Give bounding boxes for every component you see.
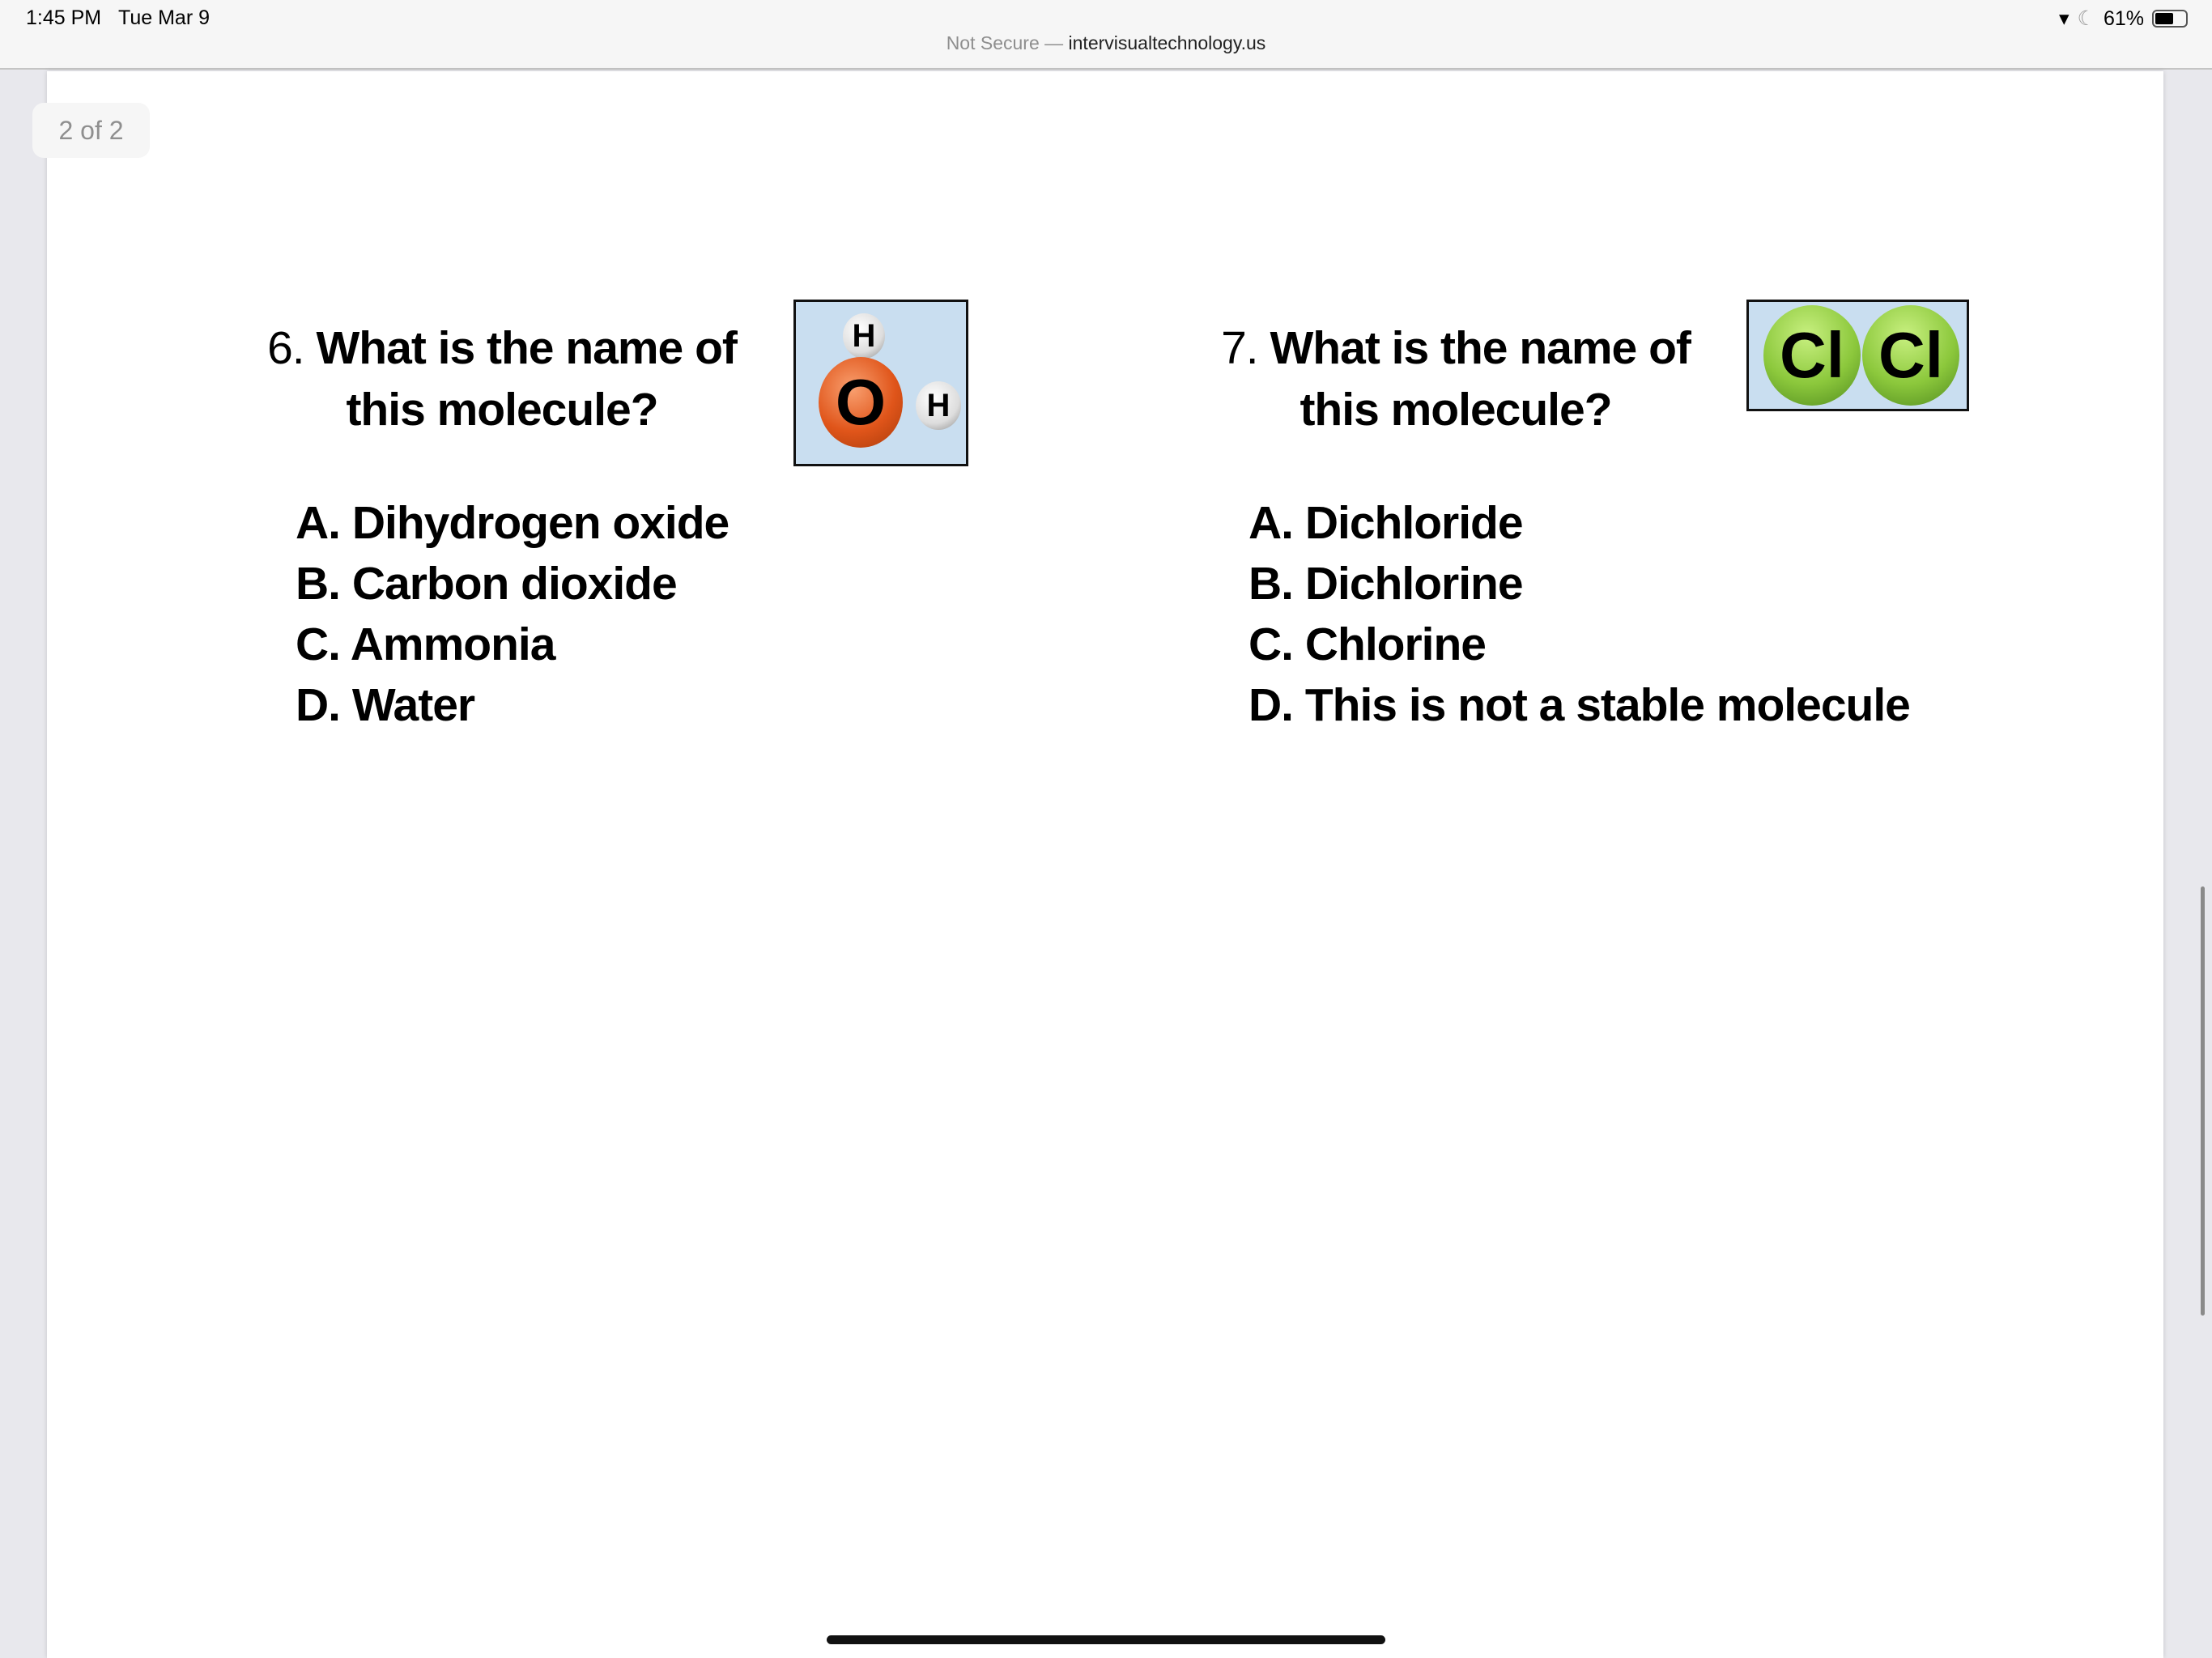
home-indicator[interactable] — [827, 1635, 1385, 1644]
question-line: What is the name of — [1270, 322, 1691, 374]
clock: 1:45 PM — [26, 6, 102, 29]
date: Tue Mar 9 — [118, 6, 211, 29]
chlorine-atom: Cl — [1862, 305, 1959, 406]
option-a[interactable]: A. Dichloride — [1249, 497, 1523, 549]
moon-icon: ☾ — [2077, 7, 2095, 30]
wifi-icon: ▾ — [2058, 7, 2069, 30]
status-bar — [0, 0, 2212, 70]
option-c[interactable]: C. Ammonia — [296, 619, 555, 670]
option-c[interactable]: C. Chlorine — [1249, 619, 1487, 670]
chlorine-molecule-image — [1746, 300, 1969, 411]
question-7 — [1197, 317, 1715, 440]
hydrogen-atom: H — [916, 381, 961, 430]
answer-options-6 — [296, 493, 729, 736]
option-d[interactable]: D. This is not a stable molecule — [1249, 679, 1910, 731]
question-6 — [243, 317, 761, 440]
question-number: 7. — [1221, 322, 1258, 374]
answer-options-7 — [1249, 493, 1910, 736]
domain-label: intervisualtechnology.us — [1068, 32, 1266, 53]
water-molecule-image — [793, 300, 968, 466]
battery-icon — [2152, 10, 2188, 28]
option-b[interactable]: B. Dichlorine — [1249, 558, 1523, 610]
scrollbar[interactable] — [2201, 886, 2205, 1316]
question-line: this molecule? — [346, 384, 658, 436]
chlorine-atom: Cl — [1763, 305, 1861, 406]
page-indicator: 2 of 2 — [32, 103, 150, 158]
battery-percent: 61% — [2103, 6, 2144, 30]
question-line: What is the name of — [316, 322, 737, 374]
question-number: 6. — [267, 322, 304, 374]
option-a[interactable]: A. Dihydrogen oxide — [296, 497, 730, 549]
hydrogen-atom: H — [843, 313, 885, 359]
security-label: Not Secure — — [946, 32, 1064, 53]
oxygen-atom: O — [819, 357, 903, 448]
address-bar[interactable] — [0, 32, 2212, 54]
option-d[interactable]: D. Water — [296, 679, 475, 731]
option-b[interactable]: B. Carbon dioxide — [296, 558, 677, 610]
system-indicators — [2059, 6, 2188, 31]
question-line: this molecule? — [1300, 384, 1612, 436]
